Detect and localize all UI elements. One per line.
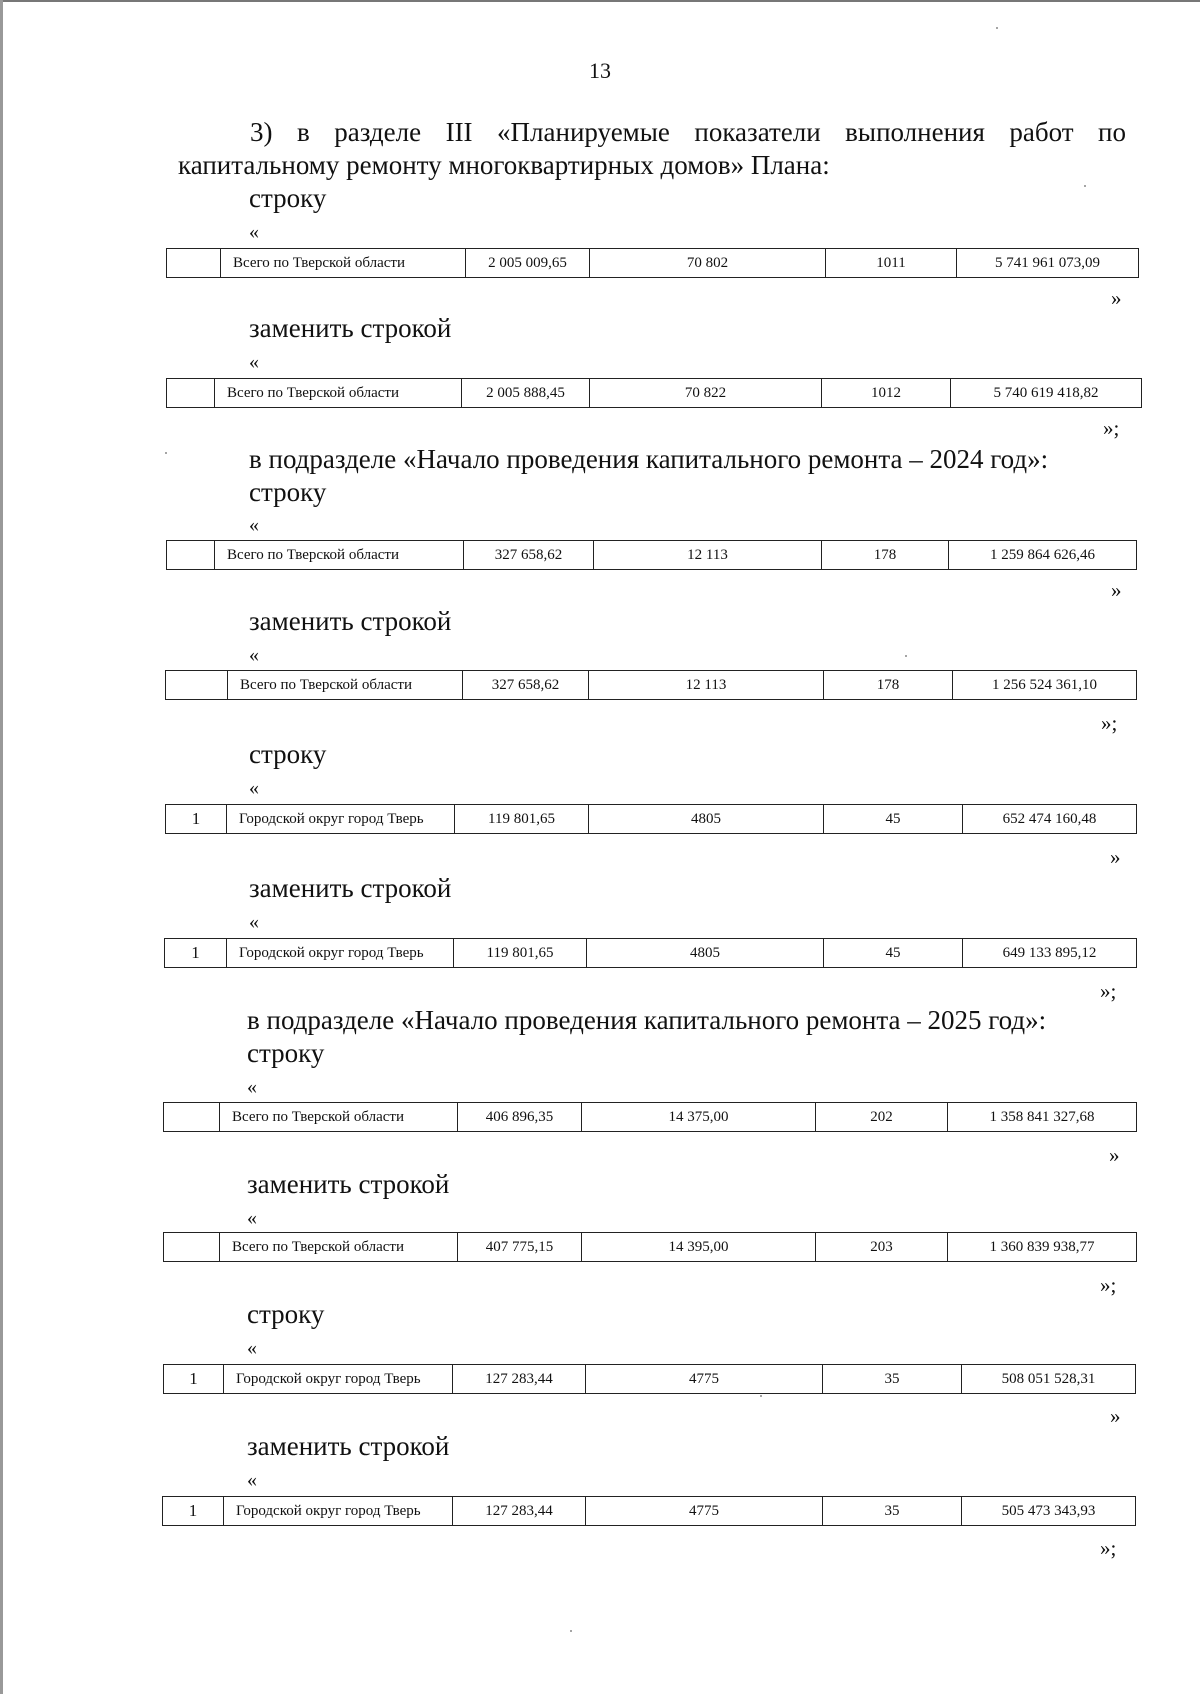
table-row bbox=[166, 378, 1142, 408]
cell-area: 406 896,35 bbox=[458, 1103, 582, 1132]
cell-area: 119 801,65 bbox=[454, 939, 587, 968]
cell-num bbox=[167, 249, 221, 278]
cell-count: 1012 bbox=[822, 379, 951, 408]
cell-count: 203 bbox=[816, 1233, 948, 1262]
cell-area: 327 658,62 bbox=[463, 671, 589, 700]
cell-count: 45 bbox=[824, 805, 963, 834]
open-quote: « bbox=[249, 911, 259, 933]
scan-speck bbox=[570, 1630, 572, 1632]
cell-count: 35 bbox=[823, 1497, 962, 1526]
cell-cost: 1 256 524 361,10 bbox=[953, 671, 1137, 700]
cell-people: 12 113 bbox=[594, 541, 822, 570]
cell-cost: 1 360 839 938,77 bbox=[948, 1233, 1137, 1262]
scan-speck bbox=[1084, 185, 1086, 187]
cell-area: 407 775,15 bbox=[458, 1233, 582, 1262]
label-stroku: строку bbox=[247, 1299, 325, 1329]
close-quote-semicolon: »; bbox=[1100, 1273, 1117, 1297]
cell-cost: 649 133 895,12 bbox=[963, 939, 1137, 968]
intro-paragraph bbox=[178, 116, 1126, 182]
cell-people: 14 375,00 bbox=[582, 1103, 816, 1132]
cell-name: Всего по Тверской области bbox=[215, 541, 464, 570]
open-quote: « bbox=[247, 1207, 257, 1229]
cell-area: 127 283,44 bbox=[453, 1365, 586, 1394]
label-zamenit: заменить строкой bbox=[247, 1431, 450, 1461]
scan-speck bbox=[905, 655, 907, 657]
close-quote-semicolon: »; bbox=[1101, 711, 1118, 735]
cell-name: Городской округ город Тверь bbox=[224, 1365, 453, 1394]
close-quote: » bbox=[1111, 578, 1122, 602]
label-stroku: строку bbox=[247, 1038, 325, 1068]
cell-count: 178 bbox=[822, 541, 949, 570]
label-zamenit: заменить строкой bbox=[249, 313, 452, 343]
open-quote: « bbox=[247, 1076, 257, 1098]
table-row bbox=[163, 1364, 1136, 1394]
open-quote: « bbox=[247, 1337, 257, 1359]
label-zamenit: заменить строкой bbox=[249, 873, 452, 903]
cell-people: 4775 bbox=[586, 1365, 823, 1394]
cell-name: Всего по Тверской области bbox=[221, 249, 466, 278]
cell-name: Городской округ город Тверь bbox=[227, 939, 454, 968]
cell-people: 70 802 bbox=[590, 249, 826, 278]
cell-cost: 1 259 864 626,46 bbox=[949, 541, 1137, 570]
cell-num bbox=[164, 1103, 220, 1132]
cell-area: 119 801,65 bbox=[455, 805, 589, 834]
cell-num: 1 bbox=[165, 939, 227, 968]
open-quote: « bbox=[249, 221, 259, 243]
table-row bbox=[166, 248, 1139, 278]
cell-name: Всего по Тверской области bbox=[220, 1103, 458, 1132]
table-row bbox=[165, 670, 1137, 700]
open-quote: « bbox=[247, 1469, 257, 1491]
intro-line-1: 3) в разделе III «Планируемые показатели выполнения работ по bbox=[250, 117, 1126, 147]
open-quote: « bbox=[249, 351, 259, 373]
close-quote: » bbox=[1110, 845, 1121, 869]
cell-people: 12 113 bbox=[589, 671, 824, 700]
close-quote-semicolon: »; bbox=[1100, 979, 1117, 1003]
cell-num: 1 bbox=[166, 805, 227, 834]
open-quote: « bbox=[249, 644, 259, 666]
cell-num bbox=[167, 379, 215, 408]
cell-name: Городской округ город Тверь bbox=[227, 805, 455, 834]
cell-cost: 505 473 343,93 bbox=[962, 1497, 1136, 1526]
cell-people: 4805 bbox=[589, 805, 824, 834]
cell-people: 14 395,00 bbox=[582, 1233, 816, 1262]
label-stroku: строку bbox=[249, 477, 327, 507]
cell-area: 2 005 009,65 bbox=[466, 249, 590, 278]
cell-count: 178 bbox=[824, 671, 953, 700]
label-zamenit: заменить строкой bbox=[247, 1169, 450, 1199]
cell-name: Городской округ город Тверь bbox=[224, 1497, 453, 1526]
table-row bbox=[165, 804, 1137, 834]
close-quote: » bbox=[1110, 1404, 1121, 1428]
cell-cost: 1 358 841 327,68 bbox=[948, 1103, 1137, 1132]
open-quote: « bbox=[249, 777, 259, 799]
subsection-heading-2024: в подразделе «Начало проведения капитального ремонта – 2024 год»: bbox=[249, 444, 1049, 474]
cell-num: 1 bbox=[163, 1497, 224, 1526]
subsection-heading-2025: в подразделе «Начало проведения капитального ремонта – 2025 год»: bbox=[247, 1005, 1047, 1035]
scan-border-top bbox=[0, 0, 1200, 2]
close-quote: » bbox=[1111, 286, 1122, 310]
cell-area: 327 658,62 bbox=[464, 541, 594, 570]
scan-speck bbox=[165, 452, 167, 454]
close-quote: » bbox=[1109, 1143, 1120, 1167]
cell-cost: 5 740 619 418,82 bbox=[951, 379, 1142, 408]
cell-count: 202 bbox=[816, 1103, 948, 1132]
cell-count: 35 bbox=[823, 1365, 962, 1394]
close-quote-semicolon: »; bbox=[1103, 416, 1120, 440]
cell-cost: 5 741 961 073,09 bbox=[957, 249, 1139, 278]
cell-num bbox=[166, 671, 228, 700]
cell-cost: 508 051 528,31 bbox=[962, 1365, 1136, 1394]
close-quote-semicolon: »; bbox=[1100, 1536, 1117, 1560]
cell-area: 127 283,44 bbox=[453, 1497, 586, 1526]
cell-count: 1011 bbox=[826, 249, 957, 278]
cell-count: 45 bbox=[824, 939, 963, 968]
label-stroku: строку bbox=[249, 739, 327, 769]
scan-border-left bbox=[0, 0, 3, 1694]
cell-name: Всего по Тверской области bbox=[215, 379, 462, 408]
cell-num: 1 bbox=[164, 1365, 224, 1394]
table-row bbox=[164, 938, 1137, 968]
table-row bbox=[162, 1496, 1136, 1526]
open-quote: « bbox=[249, 514, 259, 536]
table-row bbox=[166, 540, 1137, 570]
intro-line-2: капитальному ремонту многоквартирных домов» Плана: bbox=[178, 150, 830, 180]
cell-area: 2 005 888,45 bbox=[462, 379, 590, 408]
page-number: 13 bbox=[589, 58, 611, 83]
cell-people: 4775 bbox=[586, 1497, 823, 1526]
scan-speck bbox=[996, 27, 998, 29]
scan-speck bbox=[760, 1395, 762, 1397]
cell-people: 70 822 bbox=[590, 379, 822, 408]
cell-num bbox=[164, 1233, 220, 1262]
table-row bbox=[163, 1102, 1137, 1132]
label-zamenit: заменить строкой bbox=[249, 606, 452, 636]
table-row bbox=[163, 1232, 1137, 1262]
cell-people: 4805 bbox=[587, 939, 824, 968]
cell-num bbox=[167, 541, 215, 570]
cell-cost: 652 474 160,48 bbox=[963, 805, 1137, 834]
label-stroku: строку bbox=[249, 183, 327, 213]
cell-name: Всего по Тверской области bbox=[220, 1233, 458, 1262]
cell-name: Всего по Тверской области bbox=[228, 671, 463, 700]
